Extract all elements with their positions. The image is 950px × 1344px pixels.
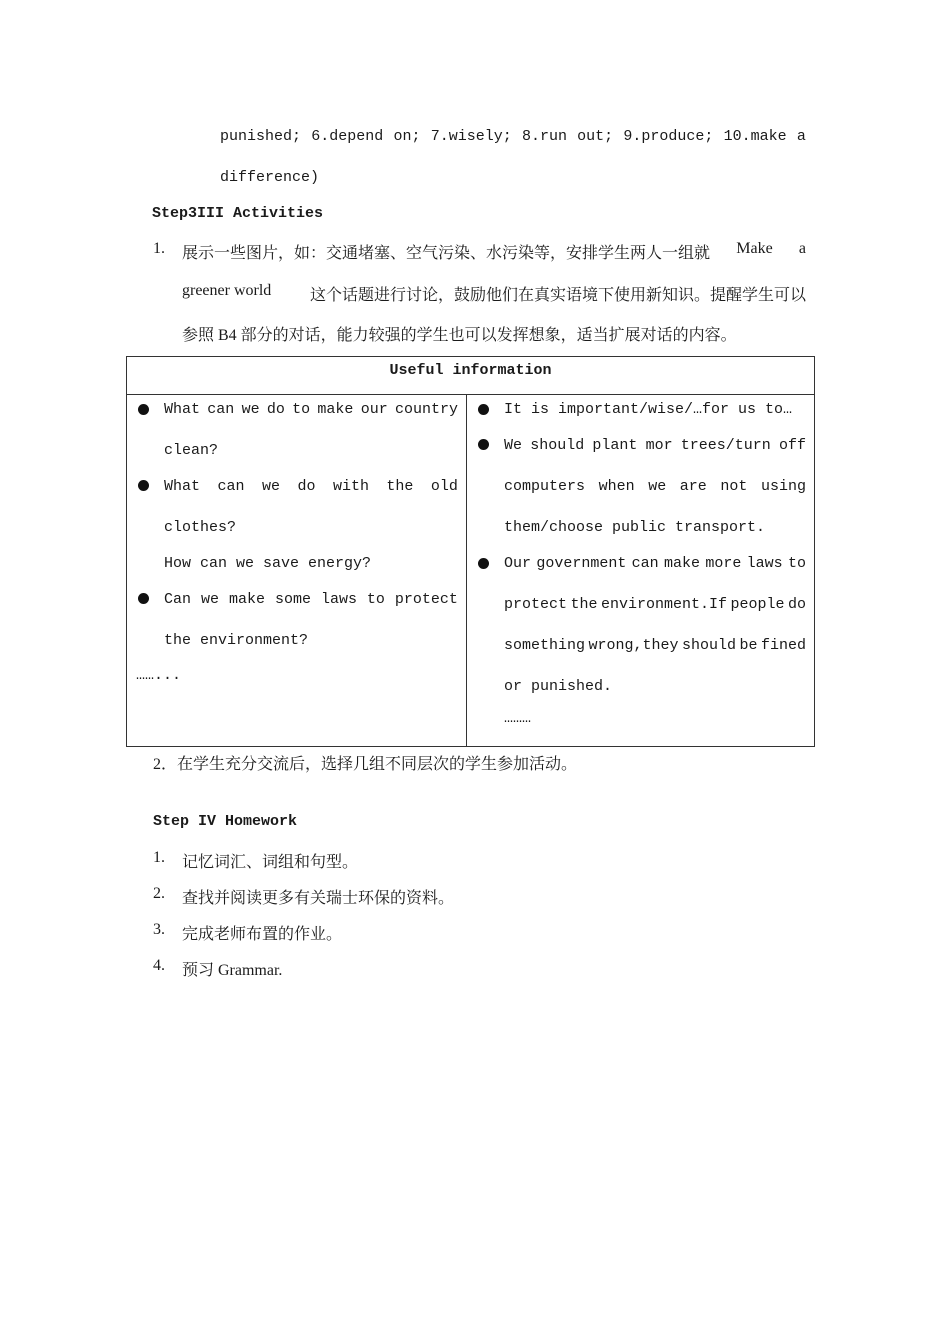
right-a3-line4: or punished.: [504, 678, 613, 695]
right-a2-line2: computers when we are not using: [504, 478, 806, 495]
left-q4-line2: the environment?: [164, 632, 309, 649]
useful-information-table: [126, 356, 815, 747]
bullet-icon: [138, 480, 149, 491]
left-q4-line1: Can we make some laws to protect: [164, 591, 458, 608]
table-column-divider: [466, 395, 467, 747]
left-ellipsis: ……...: [136, 667, 182, 684]
right-a1: It is important/wise/…for us to…: [504, 401, 793, 418]
step3-item1-line2: greener world 这个话题进行讨论，鼓励他们在真实语境下使用新知识。提醒学生可以: [182, 282, 806, 304]
homework-item-number: 1.: [153, 849, 165, 866]
step3-heading: Step3III Activities: [152, 205, 324, 222]
left-q1-line1: What can we do to make our country: [164, 401, 458, 418]
right-a2-line1: We should plant mor trees/turn off: [504, 437, 806, 454]
homework-item-text: 查找并阅读更多有关瑞士环保的资料。: [182, 890, 455, 907]
right-a2-line3: them/choose public transport.: [504, 519, 766, 536]
right-ellipsis: ………: [504, 710, 532, 727]
left-q2-line2: clothes?: [164, 519, 237, 536]
homework-item-text: 预习 Grammar.: [182, 962, 283, 979]
homework-item-number: 4.: [153, 957, 165, 974]
vocab-answers-line1: punished; 6.depend on; 7.wisely; 8.run out; 9.produce; 10.make a: [220, 128, 806, 145]
bullet-icon: [138, 593, 149, 604]
bullet-icon: [478, 439, 489, 450]
bullet-icon: [478, 558, 489, 569]
vocab-answers-line2: difference): [220, 169, 320, 186]
left-q1-line2: clean?: [164, 442, 219, 459]
step4-heading: Step IV Homework: [153, 813, 298, 830]
left-q3: How can we save energy?: [164, 555, 372, 572]
right-a3-line1: Our government can make more laws to: [504, 555, 806, 572]
left-q2-line1: What can we do with the old: [164, 478, 458, 495]
bullet-icon: [478, 404, 489, 415]
homework-item-number: 3.: [153, 921, 165, 938]
homework-item-number: 2.: [153, 885, 165, 902]
homework-item-text: 完成老师布置的作业。: [182, 926, 343, 943]
step3-item1-line1: 展示一些图片，如：交通堵塞、空气污染、水污染等，安排学生两人一组就 Make a: [182, 240, 806, 262]
step3-item1-number: 1.: [153, 240, 165, 257]
table-header-row: [127, 357, 814, 395]
bullet-icon: [138, 404, 149, 415]
table-header: Useful information: [389, 362, 552, 379]
homework-item-text: 记忆词汇、词组和句型。: [182, 854, 359, 871]
step3-item1-line3: 参照 B4 部分的对话，能力较强的学生也可以发挥想象，适当扩展对话的内容。: [182, 327, 737, 344]
right-a3-line2: protect the environment.If people do: [504, 596, 806, 613]
step3-item2: 2．在学生充分交流后，选择几组不同层次的学生参加活动。: [153, 756, 578, 773]
right-a3-line3: something wrong,they should be fined: [504, 637, 806, 654]
